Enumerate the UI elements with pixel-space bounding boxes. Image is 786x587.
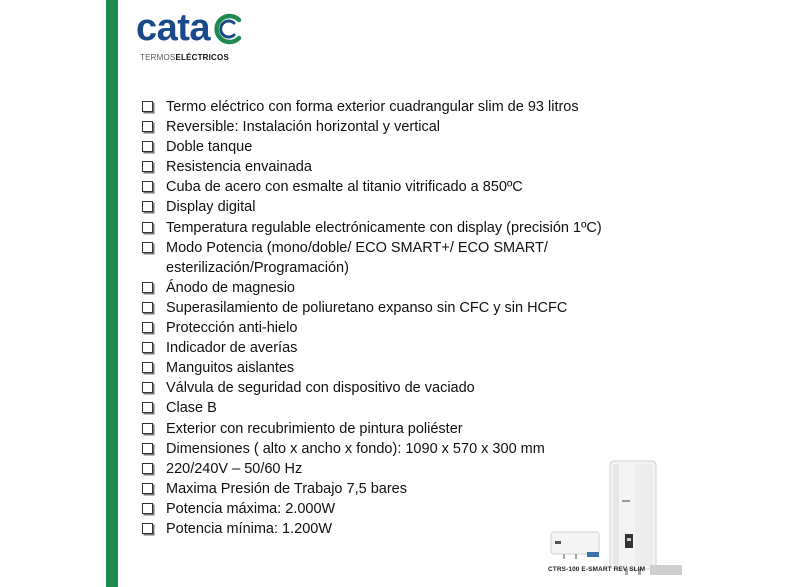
- sub-brand-bold: ELÉCTRICOS: [175, 53, 229, 62]
- feature-text: Reversible: Instalación horizontal y vertical: [166, 119, 441, 136]
- feature-text: Indicador de averías: [166, 340, 298, 357]
- feature-text: Potencia mínima: 1.200W: [166, 520, 333, 537]
- checkbox-bullet-icon: [142, 222, 153, 233]
- feature-text: Potencia máxima: 2.000W: [166, 500, 336, 517]
- sub-brand-label: [140, 53, 229, 62]
- feature-item: [140, 519, 610, 539]
- logo-text: cata: [136, 7, 211, 49]
- feature-item: [140, 278, 610, 298]
- feature-text: Maxima Presión de Trabajo 7,5 bares: [166, 480, 407, 497]
- feature-item: [140, 177, 610, 197]
- feature-text: Termo eléctrico con forma exterior cuadrangular slim de 93 litros: [166, 99, 579, 115]
- feature-text: Exterior con recubrimiento de pintura poliéster: [166, 420, 463, 437]
- feature-item: [140, 499, 610, 519]
- checkbox-bullet-icon: [142, 483, 153, 494]
- checkbox-bullet-icon: [142, 282, 153, 293]
- feature-item: [140, 157, 610, 177]
- checkbox-bullet-icon: [142, 201, 153, 212]
- checkbox-bullet-icon: [142, 463, 153, 474]
- feature-text: Modo Potencia (mono/doble/ ECO SMART+/ ECO SMART/ esterilización/Programación): [166, 239, 548, 276]
- checkbox-bullet-icon: [142, 181, 153, 192]
- cata-logo: [136, 8, 245, 48]
- feature-item: [140, 218, 610, 238]
- feature-item: [140, 117, 610, 137]
- checkbox-bullet-icon: [142, 443, 153, 454]
- feature-text: Superasilamiento de poliuretano expanso sin CFC y sin HCFC: [166, 299, 568, 316]
- checkbox-bullet-icon: [142, 503, 153, 514]
- checkbox-bullet-icon: [142, 302, 153, 313]
- feature-item: [140, 459, 610, 479]
- feature-text: Dimensiones ( alto x ancho x fondo): 1090 x 570 x 300 mm: [166, 440, 545, 457]
- checkbox-bullet-icon: [142, 382, 153, 393]
- feature-text: Resistencia envainada: [166, 159, 312, 176]
- checkbox-bullet-icon: [142, 362, 153, 373]
- checkbox-bullet-icon: [142, 101, 153, 112]
- feature-text: Clase B: [166, 400, 217, 417]
- feature-item: [140, 439, 610, 459]
- feature-text: 220/240V – 50/60 Hz: [166, 460, 303, 477]
- feature-text: Manguitos aislantes: [166, 360, 295, 377]
- checkbox-bullet-icon: [142, 121, 153, 132]
- feature-item: [140, 338, 610, 358]
- product-caption: CTRS-100 E-SMART REV SLIM: [548, 566, 646, 573]
- feature-item: [140, 378, 610, 398]
- feature-item: [140, 318, 610, 338]
- feature-item: [140, 197, 610, 217]
- feature-list: [140, 97, 610, 539]
- sub-brand-light: TERMOS: [140, 53, 176, 62]
- feature-item: [140, 238, 610, 278]
- feature-item: [140, 97, 610, 117]
- checkbox-bullet-icon: [142, 242, 153, 253]
- green-side-bar: [106, 0, 118, 587]
- checkbox-bullet-icon: [142, 342, 153, 353]
- checkbox-bullet-icon: [142, 161, 153, 172]
- checkbox-bullet-icon: [142, 523, 153, 534]
- feature-text: Válvula de seguridad con dispositivo de vaciado: [166, 380, 475, 397]
- feature-item: [140, 398, 610, 418]
- cata-logo-mark-icon: [211, 12, 245, 46]
- feature-text: Display digital: [166, 199, 256, 216]
- feature-text: Ánodo de magnesio: [166, 279, 295, 296]
- checkbox-bullet-icon: [142, 423, 153, 434]
- checkbox-bullet-icon: [142, 322, 153, 333]
- feature-item: [140, 137, 610, 157]
- caption-badge: [650, 565, 682, 575]
- feature-text: Cuba de acero con esmalte al titanio vitrificado a 850ºC: [166, 179, 523, 196]
- feature-item: [140, 419, 610, 439]
- feature-item: [140, 479, 610, 499]
- feature-text: Temperatura regulable electrónicamente con display (precisión 1ºC): [166, 219, 602, 236]
- checkbox-bullet-icon: [142, 141, 153, 152]
- feature-item: [140, 298, 610, 318]
- feature-text: Protección anti-hielo: [166, 320, 298, 337]
- checkbox-bullet-icon: [142, 402, 153, 413]
- feature-item: [140, 358, 610, 378]
- feature-text: Doble tanque: [166, 139, 253, 156]
